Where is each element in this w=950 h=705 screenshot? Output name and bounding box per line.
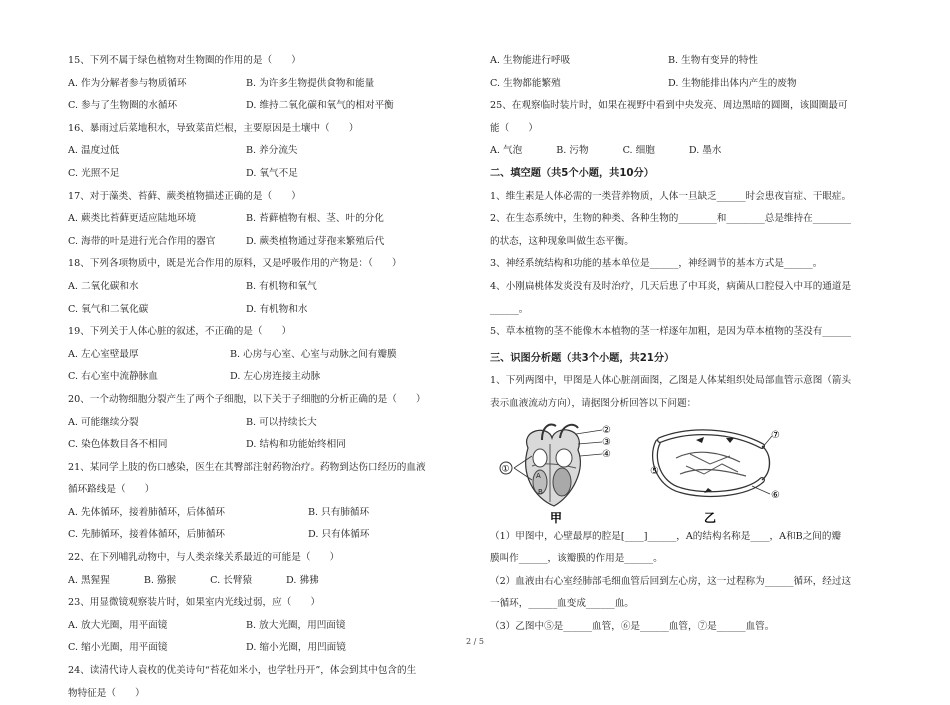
label-3: ③: [602, 436, 611, 448]
q21-option-c: C. 先肺循环，接着体循环，后肺循环: [68, 529, 226, 541]
fill-q4-line1: 4、小刚扁桃体发炎没有及时治疗，几天后患了中耳炎，病菌从口腔侵入中耳的通道是: [490, 280, 852, 292]
q19-stem: 19、下列关于人体心脏的叙述，不正确的是（ ）: [68, 326, 292, 338]
q25-stem-line1: 25、在观察临时装片时，如果在视野中看到中央发亮、周边黑暗的圆圈，该圆圈最可: [490, 100, 848, 112]
q17-option-d: D. 蕨类植物通过芽孢来繁殖后代: [246, 235, 385, 247]
q25-option-d: D. 墨水: [688, 145, 722, 157]
q18-stem: 18、下列各项物质中，既是光合作用的原料，又是呼吸作用的产物是：（ ）: [68, 258, 402, 270]
label-jia: 甲: [550, 510, 563, 525]
section-diagram-title: 三、识图分析题（共3个小题，共21分）: [490, 352, 675, 364]
label-yi: 乙: [704, 510, 717, 525]
diagram-part3: （3）乙图中⑤是______血管，⑥是______血管，⑦是______血管。: [490, 620, 775, 632]
q18-option-c: C. 氧气和二氧化碳: [68, 303, 149, 315]
fill-q1: 1、维生素是人体必需的一类营养物质，人体一旦缺乏______时会患夜盲症、干眼症。: [490, 190, 852, 202]
q21-option-a: A. 先体循环，接着肺循环，后体循环: [68, 506, 225, 518]
fill-q5: 5、草本植物的茎不能像木本植物的茎一样逐年加粗，是因为草本植物的茎没有______: [490, 326, 852, 338]
q21-option-d: D. 只有体循环: [308, 529, 370, 541]
q15-option-b: B. 为许多生物提供食物和能量: [246, 77, 375, 89]
q19-option-b: B. 心房与心室、心室与动脉之间有瓣膜: [230, 348, 397, 360]
vessel-diagram: [650, 430, 780, 525]
q17-option-c: C. 海带的叶是进行光合作用的器官: [68, 235, 216, 247]
q16-option-c: C. 光照不足: [68, 167, 120, 179]
page-number: 2 / 5: [466, 637, 484, 646]
q16-option-d: D. 氧气不足: [246, 167, 298, 179]
diagram-q1-line2: 表示血液流动方向），请据图分析回答以下问题：: [490, 397, 697, 409]
q20-option-d: D. 结构和功能始终相同: [246, 439, 346, 451]
q18-option-a: A. 二氧化碳和水: [68, 280, 139, 292]
q15-stem: 15、下列不属于绿色植物对生物圈的作用的是（ ）: [68, 55, 301, 66]
fill-q3: 3、神经系统结构和功能的基本单位是______，神经调节的基本方式是______。: [490, 258, 823, 270]
q23-option-d: D. 缩小光圈，用凹面镜: [246, 642, 346, 654]
left-column: [68, 50, 488, 705]
q24-stem-line1: 24、读清代诗人袁枚的优美诗句“苔花如米小，也学牡丹开”，体会到其中包含的生: [68, 665, 417, 677]
label-4: ④: [602, 448, 611, 460]
diagram-part2-line2: 一循环，______血变成______血。: [490, 598, 634, 610]
fill-q2-line1: 2、在生态系统中，生物的种类、各种生物的________和________总是维持在________: [490, 213, 852, 225]
q23-option-a: A. 放大光圈，用平面镜: [68, 619, 168, 631]
label-6: ⑥: [771, 489, 780, 501]
q25-option-c: C. 细胞: [622, 145, 655, 157]
q17-option-b: B. 苔藓植物有根、茎、叶的分化: [246, 213, 384, 225]
q17-option-a: A. 蕨类比苔藓更适应陆地环境: [68, 213, 197, 225]
q22-option-d: D. 狒狒: [286, 574, 319, 586]
section-fill-in-title: 二、填空题（共5个小题，共10分）: [490, 167, 654, 179]
q24-option-b: B. 生物有变异的特性: [668, 55, 758, 66]
q15-option-d: D. 维持二氧化碳和氧气的相对平衡: [246, 100, 394, 112]
q22-option-c: C. 长臂猿: [210, 574, 253, 586]
q20-stem: 20、一个动物细胞分裂产生了两个子细胞，以下关于子细胞的分析正确的是（ ）: [68, 393, 426, 405]
label-a: A: [536, 471, 541, 480]
q18-option-d: D. 有机物和水: [246, 303, 308, 315]
label-5: ⑤: [650, 465, 659, 477]
q23-stem: 23、用显微镜观察装片时，如果室内光线过弱，应（ ）: [68, 597, 321, 609]
q19-option-c: C. 右心室中流静脉血: [68, 371, 158, 383]
q23-option-c: C. 缩小光圈，用平面镜: [68, 642, 168, 654]
right-column: [490, 50, 890, 638]
q19-option-a: A. 左心室壁最厚: [68, 348, 139, 360]
q21-stem-line1: 21、某同学上肢的伤口感染，医生在其臀部注射药物治疗。药物到达伤口经历的血液: [68, 461, 426, 473]
q24-option-d: D. 生物能排出体内产生的废物: [668, 77, 797, 89]
q21-option-b: B. 只有肺循环: [308, 506, 370, 518]
diagram-part2-line1: （2）血液由右心室经肺部毛细血管后回到左心房，这一过程称为______循环，经过这: [490, 575, 852, 587]
diagram-part1-line2: 膜叫作______，该瓣膜的作用是______。: [490, 553, 663, 565]
q20-option-a: A. 可能继续分裂: [68, 416, 139, 428]
heart-diagram: [500, 424, 611, 524]
q25-stem-line2: 能（ ）: [490, 122, 538, 134]
label-7: ⑦: [771, 429, 780, 441]
q19-option-d: D. 左心房连接主动脉: [230, 371, 321, 383]
q22-stem: 22、在下列哺乳动物中，与人类亲缘关系最近的可能是（ ）: [68, 552, 340, 564]
q23-option-b: B. 放大光圈，用凹面镜: [246, 619, 346, 631]
figure-svg: [490, 418, 890, 526]
q22-options: [68, 570, 488, 593]
q17-stem: 17、对于藻类、苔藓、蕨类植物描述正确的是（ ）: [68, 190, 301, 202]
q16-stem: 16、暴雨过后菜地积水，导致菜苗烂根，主要原因是土壤中（ ）: [68, 122, 359, 134]
label-2: ②: [602, 424, 611, 436]
heart-vessel-figure: [490, 418, 890, 526]
q25-options: [490, 140, 890, 163]
diagram-part1-line1: （1）甲图中，心壁最厚的腔是[____]______，A的结构名称是____，A和B之间的瓣: [490, 530, 842, 542]
q15-option-c: C. 参与了生物圈的水循环: [68, 100, 178, 112]
q15-option-a: A. 作为分解者参与物质循环: [68, 77, 187, 89]
q20-option-c: C. 染色体数目各不相同: [68, 439, 168, 451]
q22-option-b: B. 猕猴: [143, 574, 177, 586]
q24-option-a: A. 生物能进行呼吸: [490, 55, 571, 66]
diagram-q1-line1: 1、下列两图中，甲图是人体心脏剖面图，乙图是人体某组织处局部血管示意图（箭头: [490, 375, 852, 387]
label-1: ①: [501, 464, 510, 474]
q16-option-a: A. 温度过低: [68, 145, 120, 157]
q25-option-a: A. 气泡: [490, 145, 523, 157]
q16-option-b: B. 养分流失: [246, 145, 298, 157]
q24-option-c: C. 生物都能繁殖: [490, 77, 561, 89]
fill-q2-line2: 的状态，这种现象叫做生态平衡。: [490, 235, 634, 247]
q18-option-b: B. 有机物和氧气: [246, 280, 317, 292]
label-b: B: [538, 487, 543, 496]
q21-stem-line2: 循环路线是（ ）: [68, 484, 155, 496]
q25-option-b: B. 污物: [556, 145, 589, 157]
fill-q4-line2: ______。: [490, 303, 529, 315]
q22-option-a: A. 黑猩猩: [68, 574, 110, 586]
q20-option-b: B. 可以持续长大: [246, 416, 317, 428]
q24-stem-line2: 物特征是（ ）: [68, 687, 145, 699]
